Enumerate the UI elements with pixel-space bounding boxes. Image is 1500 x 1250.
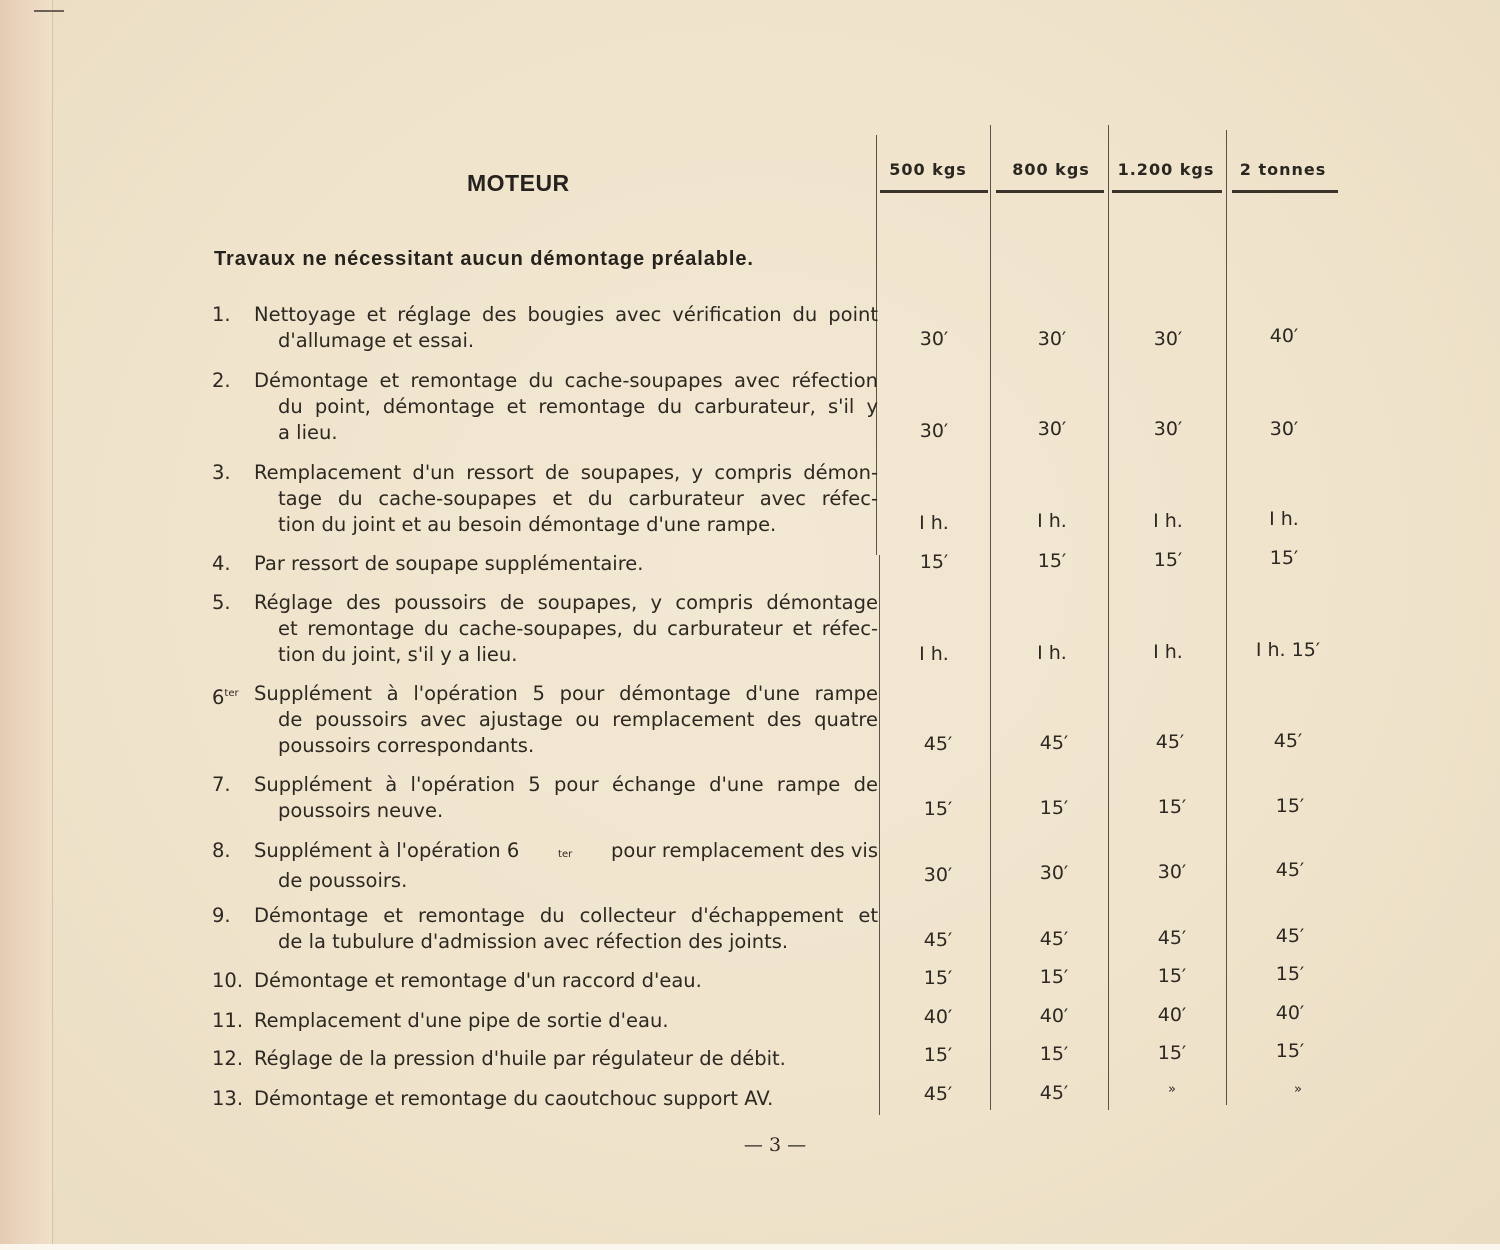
column-header-underline bbox=[880, 190, 988, 193]
column-header-500kgs: 500 kgs bbox=[889, 160, 967, 179]
time-1200kgs: 30′ bbox=[1157, 861, 1187, 883]
item-line: Nettoyage et réglage des bougies avec vérification du point bbox=[254, 303, 878, 326]
column-header-2tonnes: 2 tonnes bbox=[1239, 160, 1327, 179]
spine-mark bbox=[34, 10, 64, 12]
item-line: Réglage de la pression d'huile par régulateur de débit. bbox=[254, 1047, 786, 1070]
item-text bbox=[254, 590, 878, 668]
time-500kgs: I h. bbox=[919, 512, 949, 534]
item-line: Réglage des poussoirs de soupapes, y compris démontage bbox=[254, 591, 878, 614]
time-2tonnes: 15′ bbox=[1269, 547, 1299, 569]
item-line: de poussoirs. bbox=[278, 869, 408, 892]
item-text bbox=[254, 302, 878, 354]
item-number: 2. bbox=[212, 369, 231, 392]
time-500kgs: 15′ bbox=[923, 798, 953, 820]
binding-spine bbox=[0, 0, 53, 1250]
item-line: Démontage et remontage du caoutchouc support AV. bbox=[254, 1087, 774, 1110]
time-1200kgs: 15′ bbox=[1157, 965, 1187, 987]
time-800kgs: 15′ bbox=[1037, 550, 1067, 572]
item-line: tage du cache-soupapes et du carburateur avec réfec- bbox=[278, 487, 878, 510]
time-500kgs: 45′ bbox=[923, 1083, 953, 1105]
time-500kgs: I h. bbox=[919, 643, 949, 665]
time-2tonnes: 15′ bbox=[1275, 795, 1305, 817]
time-500kgs: 30′ bbox=[919, 328, 949, 350]
item-line: du point, démontage et remontage du carburateur, s'il y bbox=[278, 395, 878, 418]
time-800kgs: I h. bbox=[1037, 510, 1067, 532]
item-text bbox=[254, 1046, 878, 1072]
time-2tonnes: 40′ bbox=[1269, 325, 1299, 347]
item-text bbox=[254, 681, 878, 759]
item-line: Supplément à l'opération 5 pour échange d'une rampe de bbox=[254, 773, 878, 796]
item-line-part: pour remplacement des vis bbox=[611, 839, 878, 862]
time-2tonnes: 45′ bbox=[1275, 859, 1305, 881]
item-text bbox=[254, 368, 878, 446]
item-line: Démontage et remontage du collecteur d'échappement et bbox=[254, 904, 878, 927]
time-800kgs: 15′ bbox=[1039, 1043, 1069, 1065]
item-number: 13. bbox=[212, 1087, 244, 1110]
time-2tonnes: I h. bbox=[1269, 508, 1299, 530]
time-2tonnes: 45′ bbox=[1275, 925, 1305, 947]
time-1200kgs: 45′ bbox=[1157, 927, 1187, 949]
time-1200kgs: I h. bbox=[1153, 641, 1183, 663]
column-divider bbox=[1226, 130, 1227, 1105]
column-divider bbox=[1108, 125, 1109, 1110]
time-500kgs: 30′ bbox=[919, 420, 949, 442]
item-text bbox=[254, 968, 878, 994]
time-500kgs: 30′ bbox=[923, 864, 953, 886]
section-heading: Travaux ne nécessitant aucun démontage préalable. bbox=[214, 248, 754, 270]
page-bottom-edge bbox=[0, 1244, 1500, 1250]
item-text bbox=[254, 838, 878, 894]
time-1200kgs: 30′ bbox=[1153, 328, 1183, 350]
ter-superscript: ter bbox=[558, 849, 573, 860]
time-500kgs: 40′ bbox=[923, 1006, 953, 1028]
column-header-800kgs: 800 kgs bbox=[1012, 160, 1090, 179]
time-1200kgs: 15′ bbox=[1157, 796, 1187, 818]
item-line bbox=[254, 838, 878, 868]
item-text bbox=[254, 1086, 878, 1112]
item-line: Supplément à l'opération 5 pour démontage d'une rampe bbox=[254, 682, 878, 705]
item-line: de poussoirs avec ajustage ou remplacement des quatre bbox=[278, 708, 878, 731]
column-header-underline bbox=[996, 190, 1104, 193]
item-number: 4. bbox=[212, 552, 231, 575]
time-1200kgs: » bbox=[1168, 1082, 1176, 1097]
item-line: Par ressort de soupape supplémentaire. bbox=[254, 552, 644, 575]
item-text bbox=[254, 551, 878, 577]
item-number: 7. bbox=[212, 773, 231, 796]
item-number: $6^{ter}$ bbox=[212, 686, 239, 709]
time-500kgs: 15′ bbox=[923, 967, 953, 989]
item-number: 11. bbox=[212, 1009, 244, 1032]
item-number: 8. bbox=[212, 839, 231, 862]
item-number: 9. bbox=[212, 904, 231, 927]
time-2tonnes: » bbox=[1294, 1082, 1302, 1097]
item-line: d'allumage et essai. bbox=[278, 329, 475, 352]
item-number: 5. bbox=[212, 591, 231, 614]
time-1200kgs: I h. bbox=[1153, 510, 1183, 532]
time-800kgs: 15′ bbox=[1039, 966, 1069, 988]
page-number: — 3 — bbox=[743, 1134, 807, 1156]
time-2tonnes: 45′ bbox=[1273, 730, 1303, 752]
time-800kgs: 30′ bbox=[1037, 418, 1067, 440]
item-line: a lieu. bbox=[278, 421, 338, 444]
item-number: 10. bbox=[212, 969, 244, 992]
column-divider bbox=[990, 125, 991, 1110]
item-line: Démontage et remontage d'un raccord d'eau. bbox=[254, 969, 702, 992]
item-line: de la tubulure d'admission avec réfection des joints. bbox=[278, 930, 789, 953]
time-800kgs: 30′ bbox=[1039, 862, 1069, 884]
item-line: Démontage et remontage du cache-soupapes avec réfection bbox=[254, 369, 878, 392]
item-line: Remplacement d'une pipe de sortie d'eau. bbox=[254, 1009, 669, 1032]
time-2tonnes: 30′ bbox=[1269, 418, 1299, 440]
item-number: 12. bbox=[212, 1047, 244, 1070]
item-line-part: Supplément à l'opération 6 bbox=[254, 839, 520, 862]
time-500kgs: 15′ bbox=[919, 551, 949, 573]
time-2tonnes: I h. 15′ bbox=[1255, 639, 1321, 661]
page-title: MOTEUR bbox=[467, 170, 570, 196]
column-divider bbox=[879, 555, 880, 1115]
item-text bbox=[254, 460, 878, 538]
time-500kgs: 15′ bbox=[923, 1044, 953, 1066]
time-800kgs: 45′ bbox=[1039, 732, 1069, 754]
time-2tonnes: 40′ bbox=[1275, 1002, 1305, 1024]
time-1200kgs: 30′ bbox=[1153, 418, 1183, 440]
column-header-underline bbox=[1112, 190, 1222, 193]
item-line: poussoirs neuve. bbox=[278, 799, 444, 822]
item-line: et remontage du cache-soupapes, du carburateur et réfec- bbox=[278, 617, 878, 640]
time-1200kgs: 40′ bbox=[1157, 1004, 1187, 1026]
item-number: 1. bbox=[212, 303, 231, 326]
time-800kgs: 15′ bbox=[1039, 797, 1069, 819]
time-500kgs: 45′ bbox=[923, 733, 953, 755]
time-2tonnes: 15′ bbox=[1275, 1040, 1305, 1062]
item-line: tion du joint, s'il y a lieu. bbox=[278, 643, 518, 666]
column-header-underline bbox=[1232, 190, 1338, 193]
time-800kgs: 30′ bbox=[1037, 328, 1067, 350]
time-800kgs: 45′ bbox=[1039, 928, 1069, 950]
item-text bbox=[254, 772, 878, 824]
item-line: Remplacement d'un ressort de soupapes, y compris démon- bbox=[254, 461, 878, 484]
item-line: poussoirs correspondants. bbox=[278, 734, 535, 757]
time-800kgs: 40′ bbox=[1039, 1005, 1069, 1027]
item-line: tion du joint et au besoin démontage d'une rampe. bbox=[278, 513, 777, 536]
ter-superscript: ter bbox=[224, 688, 239, 699]
time-500kgs: 45′ bbox=[923, 929, 953, 951]
time-1200kgs: 15′ bbox=[1153, 549, 1183, 571]
time-1200kgs: 15′ bbox=[1157, 1042, 1187, 1064]
item-text bbox=[254, 903, 878, 955]
time-2tonnes: 15′ bbox=[1275, 963, 1305, 985]
item-number: 3. bbox=[212, 461, 231, 484]
time-800kgs: I h. bbox=[1037, 642, 1067, 664]
time-800kgs: 45′ bbox=[1039, 1082, 1069, 1104]
item-text bbox=[254, 1008, 878, 1034]
time-1200kgs: 45′ bbox=[1155, 731, 1185, 753]
column-header-1200kgs: 1.200 kgs bbox=[1117, 160, 1215, 179]
